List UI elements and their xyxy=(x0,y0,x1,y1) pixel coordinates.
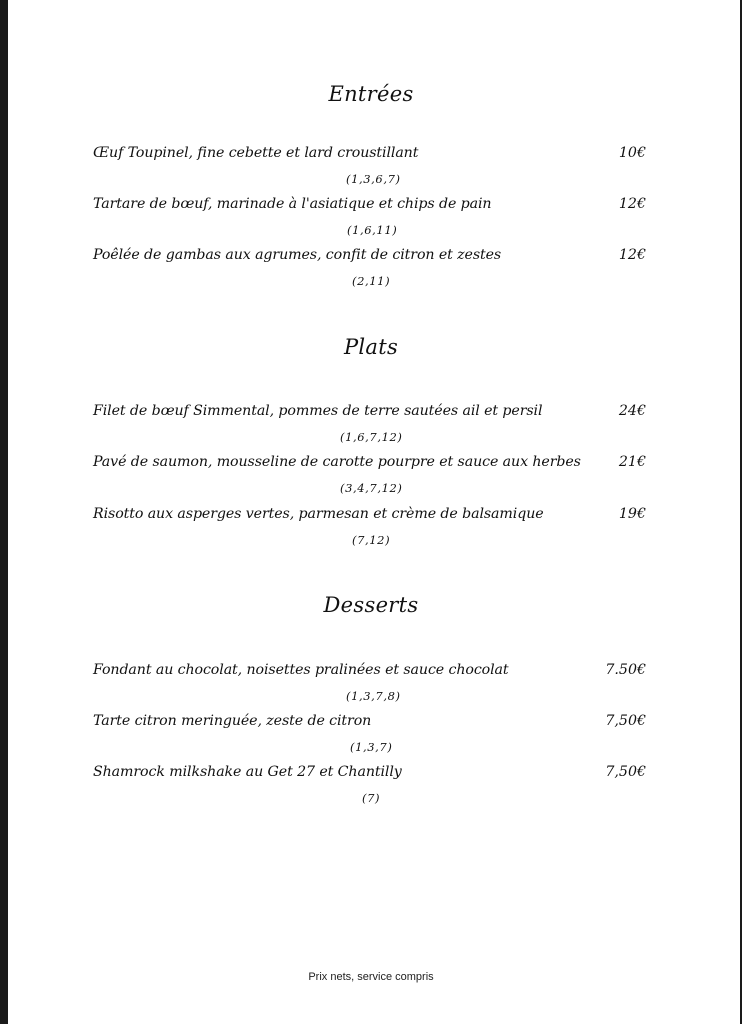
dish-price: 12€ xyxy=(618,247,646,263)
dish-name: Poêlée de gambas aux agrumes, confit de citron et zestes xyxy=(93,247,502,263)
section-title-entrees: Entrées xyxy=(328,82,414,106)
dish-price: 7,50€ xyxy=(605,713,646,729)
dish-price: 24€ xyxy=(618,403,646,419)
dish-allergens: (1,3,7) xyxy=(350,740,393,754)
section-title-plats: Plats xyxy=(343,335,399,359)
dish-allergens: (7) xyxy=(362,791,381,805)
section-title-desserts: Desserts xyxy=(323,593,419,617)
dish-name: Shamrock milkshake au Get 27 et Chantilly xyxy=(93,764,402,780)
dish-name: Filet de bœuf Simmental, pommes de terre sautées ail et persil xyxy=(93,403,543,419)
dish-allergens: (1,3,7,8) xyxy=(346,689,401,703)
footer-note: Prix nets, service compris xyxy=(308,971,434,983)
dish-allergens: (3,4,7,12) xyxy=(340,481,403,495)
dish-price: 21€ xyxy=(618,454,646,470)
dish-price: 7,50€ xyxy=(605,764,646,780)
dish-allergens: (2,11) xyxy=(352,274,391,288)
dish-name: Tartare de bœuf, marinade à l'asiatique et chips de pain xyxy=(93,196,492,212)
dish-name: Fondant au chocolat, noisettes pralinées et sauce chocolat xyxy=(93,662,509,678)
dish-price: 12€ xyxy=(618,196,646,212)
dish-price: 7.50€ xyxy=(605,662,646,678)
dish-name: Risotto aux asperges vertes, parmesan et crème de balsamique xyxy=(93,506,544,522)
page-border-left xyxy=(0,0,8,1024)
dish-name: Œuf Toupinel, fine cebette et lard croustillant xyxy=(93,145,419,161)
dish-name: Pavé de saumon, mousseline de carotte pourpre et sauce aux herbes xyxy=(93,454,581,470)
dish-allergens: (1,6,11) xyxy=(347,223,398,237)
dish-allergens: (7,12) xyxy=(352,533,391,547)
dish-allergens: (1,3,6,7) xyxy=(346,172,401,186)
dish-allergens: (1,6,7,12) xyxy=(340,430,403,444)
dish-price: 10€ xyxy=(618,145,646,161)
dish-price: 19€ xyxy=(618,506,646,522)
dish-name: Tarte citron meringuée, zeste de citron xyxy=(93,713,372,729)
